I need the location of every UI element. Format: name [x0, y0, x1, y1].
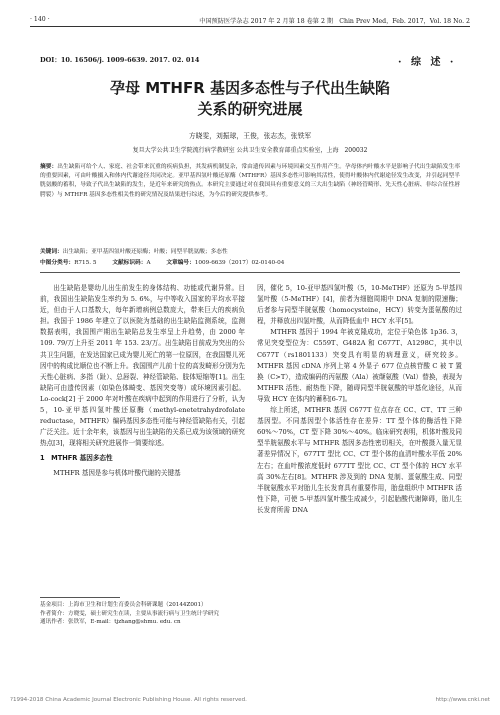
footnote	[40, 597, 245, 627]
page-number: · 140 ·	[30, 16, 50, 23]
body-paragraph: 因，催化 5，10-亚甲基四氢叶酸（5，10-MeTHF）还原为 5-甲基四氢叶酸（5-MeTHF）[4]，前者为细胞周期中 DNA 复制的限速酶；后者参与同型半胱氨酸（homocysteine，HCY）转变为蛋氨酸的过程，并释放出四氢叶酸，从而降低血中 HCY 水平[5]。	[257, 284, 462, 326]
body-paragraph: MTHFR 基因是参与机体叶酸代谢的关键基	[53, 468, 181, 477]
running-header	[30, 10, 470, 28]
abstract-text: 出生缺陷可给个人、家庭、社会带来沉重的疾病负担，其发病机制复杂，常由遗传因素与环境因素交互作用产生。孕母体内叶酸水平是影响子代出生缺陷发生率的重要因素，可由叶酸摄入和体内代谢途径共同决定。亚甲基四氢叶酸还原酶（MTHFR）基因多态性可影响其活性，使得叶酸体内代谢途径发生改变，并引起同型半胱氨酸的蓄积，导致子代出生缺陷的发生，是近年来研究的热点。本研究主要通过对在我国具有重要意义的三大出生缺陷（神经管畸形、先天性心脏病、非综合征性唇腭裂）与 MTHFR 基因多态性相关性的研究情况及结果进行综述，为今后的研究提供参考。	[40, 164, 461, 198]
author-bio-note: 作者简介：方晓雯，硕士研究生在读，主要从事流行病与卫生统计学研究	[40, 610, 220, 617]
right-column	[257, 283, 462, 516]
doi: DOI：10. 16506/j. 1009-6639. 2017. 02. 014	[40, 56, 200, 64]
abstract-label: 摘要：	[40, 164, 58, 170]
title-line-2: 关系的研究进展	[197, 100, 303, 118]
article-title	[60, 78, 440, 120]
footnote-rule	[40, 597, 120, 598]
funding-note: 基金项目：上海市卫生和计划生育委员会科研课题（20144Z001）	[40, 602, 207, 608]
column-tag: · 综 述 ·	[398, 57, 457, 68]
title-line-1: 孕母 MTHFR 基因多态性与子代出生缺陷	[110, 79, 390, 97]
corresponding-author-note: 通讯作者：张铁军，E-mail：tjzhang@shmu. edu. cn	[40, 619, 181, 626]
article-number-label: 文章编号：	[166, 260, 195, 266]
keywords-label: 关键词：	[40, 249, 63, 255]
keywords-text: 出生缺陷；亚甲基四氢叶酸还原酶；叶酸；同型半胱氨酸；多态性	[62, 249, 228, 255]
article-number-value: 1009-6639（2017）02-0140-04	[194, 260, 285, 266]
clc-value: R715. 5	[74, 260, 97, 266]
doc-code-label: 文献标识码：	[112, 260, 147, 266]
affiliation: 复旦大学公共卫生学院流行病学教研室 公共卫生安全教育部重点实验室，上海 200032	[132, 147, 368, 154]
section-heading: 1 MTHFR 基因多态性	[40, 454, 113, 463]
doc-code-value: A	[146, 260, 151, 266]
abstract	[40, 163, 460, 200]
left-column	[40, 283, 245, 479]
header-rule	[30, 26, 470, 27]
body-paragraph: 出生缺陷是婴幼儿出生前发生的身体结构、功能或代谢异常。目前，我国出生缺陷发生率约为 5. 6%，与中等收入国家的平均水平接近，但由于人口基数大，每年新增病例总数庞大，带来巨大的疾病负担。我国于 1986 年建立了以医院为基础的出生缺陷监测系统，监测数据表明，我国围产期出生缺陷总发生率呈上升趋势，由 2000 年 109. 79/万上升至 2011 年 153. 23/万。出生缺陷目前成为突出的公共卫生问题，在发达国家已成为婴儿死亡的第一位原因，在我国婴儿死因中的构成比顺位也不断上升。我国围产儿前十位的高发畸形分别为先天性心脏病、多指（趾）、总唇裂、神经管缺陷、肢体短缩等[1]。出生缺陷可由遗传因素（如染色体畸变、基因突变等）或环境因素引起。Lo-cock[2] 于 2000 年对叶酸在疾病中起到的作用进行了分析，认为 5，10-亚甲基四氢叶酸还原酶（methyl-enetetrahydrofolate reductase，MTHFR）编码基因多态性可能与神经管缺陷有关，引起广泛关注。近十余年来，该基因与出生缺陷的关系已成为该领域的研究热点[3]，现将相关研究进展作一简要综述。	[40, 284, 245, 448]
keywords	[40, 246, 460, 255]
body-paragraph: MTHFR 基因于 1994 年被克隆成功，定位于染色体 1p36. 3，常见突变型位为：C559T、G482A 和 C677T、A1298C，其中以 C677T（rs1801133）突变具有明显的病理意义，研究较多。MTHFR 基因 cDNA 序列上第 4 外显子 677 位点核苷酸 C 被 T 置换（C>T），造成编码的丙氨酸（Ala）被缬氨酸（Val）替换，表现为 MTHFR 活性、耐热性下降，随碍同型半胱氨酸的甲基化途径，从而导致 HCY 在体内的蓄积[6-7]。	[257, 328, 462, 403]
clc-label: 中图分类号：	[40, 260, 75, 266]
body-paragraph: 综上所述，MTHFR 基因 C677T 位点存在 CC、CT、TT 三种基因型。不同基因型个体活性存在差异：TT 型个体的酶活性下降 60%～70%，CT 型下降 30%～40%。临床研究表明，机体叶酸及同型半胱氨酸水平与 MTHFR 基因多态性密切相关，在叶酸摄入量无显著差异情况下，677TT 型比 CC、CT 型个体的血清叶酸水平低 20%左右；在血叶酸浓度低时 677TT 型比 CC、CT 型个体的 HCY 水平高 30%左右[8]。MTHFR 涉及到的 DNA 复制、蛋氨酸生成、同型半胱氨酸水平对胎儿生长发育具有重要作用，胎盘组织中 MTHFR 活性下降，可使 5-甲基四氢叶酸生成减少，引起胎酸代谢障碍，胎儿生长发育所需 DNA	[257, 406, 462, 514]
source-url: http://www.cnki.net	[435, 697, 490, 703]
journal-citation: 中国预防医学杂志 2017 年 2 月第 18 卷第 2 期 Chin Prev Med，Feb. 2017，Vol. 18 No. 2	[199, 18, 470, 25]
classification-line	[40, 257, 460, 266]
abstract-rule	[40, 272, 460, 273]
copyright-notice: ?1994-2018 China Academic Journal Electronic Publishing House. All rights reserved.	[10, 697, 247, 703]
authors: 方晓雯，刘振球，王俊，张志杰，张铁军	[188, 132, 312, 140]
